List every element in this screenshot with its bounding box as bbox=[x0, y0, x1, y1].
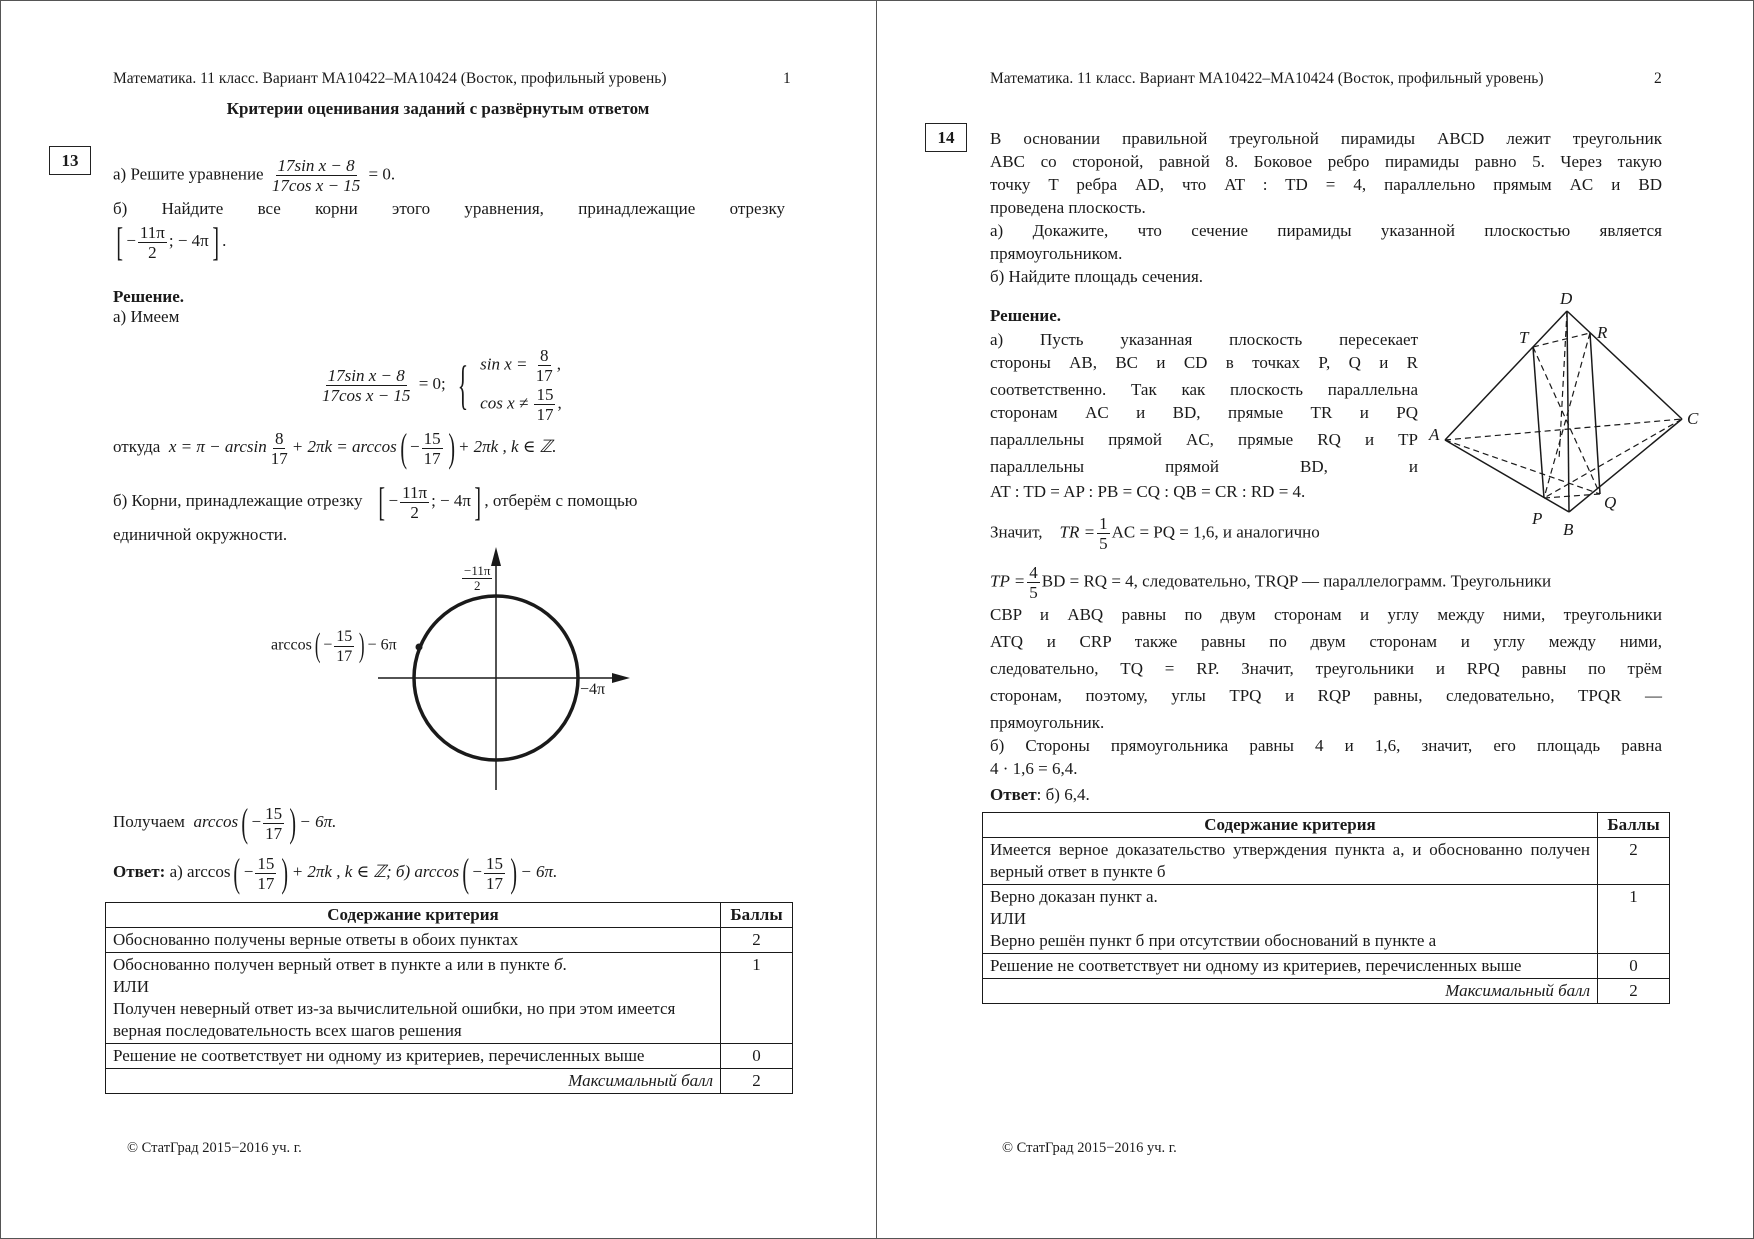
sol-line-8: Значит, TR = $\frac{1}{5}$ AC = PQ = 1,6, и аналогично bbox=[990, 514, 1320, 553]
label-Q: Q bbox=[1604, 493, 1617, 512]
page-number: 1 bbox=[783, 70, 791, 87]
solution-label: Решение. bbox=[990, 306, 1061, 325]
cond-line-1: В основании правильной треугольной пирамиды ABCD лежит треугольник bbox=[990, 129, 1662, 148]
task13-part-b: б) Найдите все корни этого уравнения, принадлежащие отрезку bbox=[113, 199, 785, 218]
table-row: Обоснованно получены верные ответы в обоих пунктах 2 bbox=[106, 928, 793, 953]
edge-TR bbox=[1533, 333, 1590, 347]
task-number-13: 13 bbox=[49, 146, 91, 175]
sol-line-11: ATQ и CRP также равны по двум сторонам и углу между ними, bbox=[990, 632, 1662, 651]
task-number-14: 14 bbox=[925, 123, 967, 152]
sol-line-15: б) Стороны прямоугольника равны 4 и 1,6, значит, его площадь равна bbox=[990, 736, 1662, 755]
table-row-max: Максимальный балл 2 bbox=[106, 1069, 793, 1094]
sol-line-9: TP = $\frac{4}{5}$ BD = RQ = 4, следовательно, TRQP — параллелограмм. Треугольники bbox=[990, 563, 1552, 602]
cond-line-4: проведена плоскость. bbox=[990, 198, 1146, 217]
label-P: P bbox=[1532, 509, 1543, 528]
line-AQ bbox=[1445, 440, 1600, 494]
sol-line-6: параллельны прямой BD, и bbox=[990, 457, 1418, 476]
criteria-table-13 bbox=[105, 902, 793, 1094]
page-2 bbox=[877, 0, 1754, 1239]
sol-line-2: стороны AB, BC и CD в точках P, Q и R bbox=[990, 353, 1418, 372]
equation-system: $\frac{\text{17sin x − 8}}{\text{17cos x − 15}}$ = 0; { sin x = $\frac{8}{17}$ , cos x ≠ $\frac{15}{17}$ , bbox=[322, 346, 562, 424]
sol-line-3: соответственно. Так как плоскость параллельна bbox=[990, 380, 1418, 399]
edge-TP bbox=[1533, 347, 1544, 498]
label-T: T bbox=[1519, 328, 1529, 347]
label-R: R bbox=[1597, 323, 1608, 342]
page-header: Математика. 11 класс. Вариант МА10422–МА10424 (Восток, профильный уровень) bbox=[113, 70, 667, 87]
x-axis-arrow bbox=[612, 673, 630, 683]
solution-label: Решение. bbox=[113, 287, 184, 306]
diag-TQ bbox=[1533, 347, 1600, 494]
page-number: 2 bbox=[1654, 70, 1662, 87]
equation-fraction: $\frac{\text{17sin x − 8}}{\text{17cos x − 15}}$ bbox=[271, 156, 361, 195]
table-row: Решение не соответствует ни одному из критериев, перечисленных выше 0 bbox=[106, 1044, 793, 1069]
circle-minus4pi-label: −4π bbox=[580, 681, 606, 698]
cond-line-5: а) Докажите, что сечение пирамиды указанной плоскостью является bbox=[990, 221, 1662, 240]
median-D bbox=[1559, 311, 1567, 460]
cond-line-6: прямоугольником. bbox=[990, 244, 1123, 263]
whence-line: откуда x = π − arcsin $\frac{8}{17}$ + 2πk = arccos( − $\frac{15}{17}$ ) + 2πk , k ∈ ℤ. bbox=[113, 425, 557, 470]
label-D: D bbox=[1560, 289, 1573, 308]
sol-line-12: следовательно, TQ = RP. Значит, треугольники и RPQ равны по трём bbox=[990, 659, 1662, 678]
task13-interval: [ − $\frac{11\pi}{2}$ ; − 4π] . bbox=[116, 219, 227, 264]
edge-AB bbox=[1445, 440, 1569, 512]
edge-AD bbox=[1445, 311, 1567, 440]
criteria-table-14 bbox=[982, 812, 1670, 1004]
solution-a: а) Имеем bbox=[113, 307, 180, 326]
sol-line-13: сторонам, поэтому, углы TPQ и RQP равны, следовательно, TPQR — bbox=[990, 686, 1662, 705]
edge-RQ bbox=[1590, 333, 1600, 494]
sol-line-14: прямоугольник. bbox=[990, 713, 1105, 732]
page-header: Математика. 11 класс. Вариант МА10422–МА10424 (Восток, профильный уровень) bbox=[990, 70, 1544, 87]
cond-line-7: б) Найдите площадь сечения. bbox=[990, 267, 1204, 286]
cond-line-3: точку T ребра AD, что AT : TD = 4, параллельно прямым AC и BD bbox=[990, 175, 1662, 194]
page-1 bbox=[0, 0, 876, 1239]
sol-line-16: 4 · 1,6 = 6,4. bbox=[990, 759, 1078, 778]
table-row: Имеется верное доказательство утверждения пункта а, и обоснованно получен верный ответ в пункте б 2 bbox=[983, 838, 1670, 885]
table-row: Обоснованно получен верный ответ в пункте а или в пункте б. ИЛИ Получен неверный ответ из-за вычислительной ошибки, но при этом имеется верная последовательность всех шагов решения 1 bbox=[106, 953, 793, 1044]
page-footer: © СтатГрад 2015−2016 уч. г. bbox=[1002, 1140, 1177, 1156]
label-A: A bbox=[1429, 425, 1440, 444]
part-a-label: а) Решите уравнение bbox=[113, 164, 264, 184]
table-row: Решение не соответствует ни одному из критериев, перечисленных выше 0 bbox=[983, 954, 1670, 979]
edge-CD bbox=[1567, 311, 1682, 419]
edge-BC bbox=[1569, 419, 1682, 512]
solution-b-line2: единичной окружности. bbox=[113, 525, 288, 544]
result-line: Получаем arccos( − $\frac{15}{17}$ ) − 6π. bbox=[113, 800, 337, 845]
equation-rhs: = 0. bbox=[368, 164, 396, 184]
edge-PQ bbox=[1544, 494, 1600, 498]
pyramid-figure bbox=[877, 0, 1754, 1239]
label-B: B bbox=[1563, 520, 1574, 539]
sol-line-4: сторонам AC и BD, прямые TR и PQ bbox=[990, 403, 1418, 422]
answer-line: Ответ: а) arccos( − $\frac{15}{17}$ ) + 2πk , k ∈ ℤ; б) arccos( − $\frac{15}{17}$ ) − 6π. bbox=[113, 850, 558, 895]
sol-line-10: CBP и ABQ равны по двум сторонам и углу между ними, треугольники bbox=[990, 605, 1662, 624]
col-criteria: Содержание критерия bbox=[983, 813, 1598, 838]
sol-line-7: AT : TD = AP : PB = CQ : QB = CR : RD = 4. bbox=[990, 482, 1306, 501]
sol-line-5: параллельны прямой AC, прямые RQ и TP bbox=[990, 430, 1418, 449]
page-title: Критерии оценивания заданий с развёрнутым ответом bbox=[226, 99, 650, 118]
circle-top-label: $\frac{-11\pi}{2}$ bbox=[464, 563, 491, 593]
page-footer: © СтатГрад 2015−2016 уч. г. bbox=[127, 1140, 302, 1156]
solution-b: б) Корни, принадлежащие отрезку [ − $\frac{11\pi}{2}$ ; − 4π] , отберём с помощью bbox=[113, 479, 638, 524]
line-CP bbox=[1544, 419, 1682, 498]
answer-line: Ответ: б) 6,4. bbox=[990, 785, 1090, 804]
circle-arccos-label: arccos( − $\frac{15}{17}$ ) − 6π bbox=[271, 627, 397, 665]
col-points: Баллы bbox=[721, 903, 793, 928]
table-row-max: Максимальный балл 2 bbox=[983, 979, 1670, 1004]
point-arccos bbox=[416, 644, 423, 651]
sol-line-1: а) Пусть указанная плоскость пересекает bbox=[990, 330, 1418, 349]
table-row: Верно доказан пункт а. ИЛИ Верно решён пункт б при отсутствии обоснований в пункте а 1 bbox=[983, 885, 1670, 954]
col-criteria: Содержание критерия bbox=[106, 903, 721, 928]
cond-line-2: ABC со стороной, равной 8. Боковое ребро пирамиды равно 5. Через такую bbox=[990, 152, 1662, 171]
label-C: C bbox=[1687, 409, 1699, 428]
col-points: Баллы bbox=[1598, 813, 1670, 838]
